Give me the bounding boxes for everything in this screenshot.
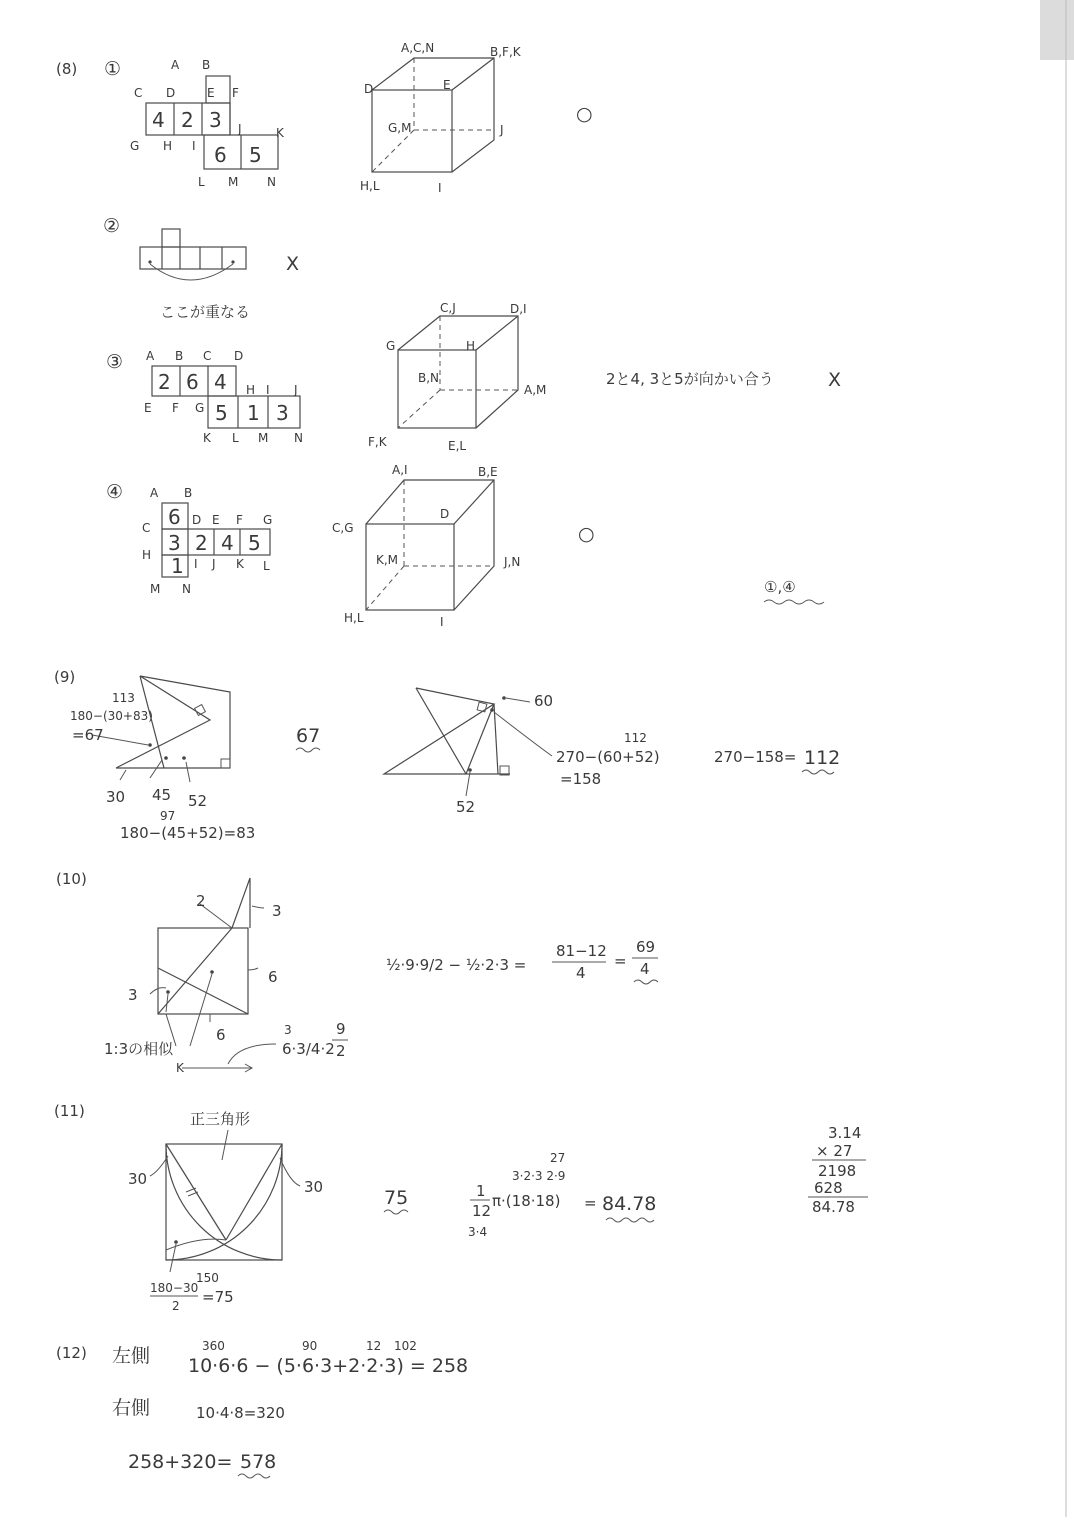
problem-8-label: (8) bbox=[56, 60, 78, 78]
net3-label-n: N bbox=[294, 431, 303, 445]
q12-small-90: 90 bbox=[302, 1339, 318, 1353]
q12-sum-expression: 258+320= bbox=[128, 1451, 233, 1473]
scan-shadow bbox=[1040, 0, 1074, 60]
cube-4 bbox=[332, 463, 520, 629]
net4-label-d: D bbox=[192, 513, 202, 527]
net-4 bbox=[142, 486, 272, 596]
q9-calc-small-113: 113 bbox=[112, 691, 135, 705]
cube4-label-ai: A,I bbox=[392, 463, 408, 477]
net4-label-c: C bbox=[142, 521, 151, 535]
q11-note-equilateral: 正三角形 bbox=[190, 1110, 251, 1128]
net-1 bbox=[130, 58, 285, 189]
net3-cell-4: 4 bbox=[214, 370, 227, 394]
part-3-note: 2と4, 3と5が向かい合う bbox=[606, 370, 774, 388]
q12-small-360: 360 bbox=[202, 1339, 225, 1353]
net3-label-a: A bbox=[146, 349, 155, 363]
net3-label-c: C bbox=[203, 349, 212, 363]
net1-label-n: N bbox=[267, 175, 276, 189]
q9-calc-right1: 270−(60+52) bbox=[556, 748, 660, 766]
net1-cell-3: 3 bbox=[209, 108, 222, 132]
q9-angle-52b: 52 bbox=[456, 798, 476, 816]
q12-small-102: 102 bbox=[394, 1339, 417, 1353]
cube1-label-j: J bbox=[500, 123, 504, 137]
cube-1 bbox=[360, 41, 522, 195]
cube3-label-el: E,L bbox=[448, 439, 467, 453]
net4-label-f: F bbox=[236, 513, 243, 527]
net4-label-e: E bbox=[212, 513, 220, 527]
net4-label-g: G bbox=[263, 513, 273, 527]
q10-label-3b: 3 bbox=[128, 986, 138, 1004]
q12-right-label: 右側 bbox=[112, 1397, 151, 1419]
net3-label-e: E bbox=[144, 401, 152, 415]
net3-label-j: J bbox=[294, 383, 298, 397]
q11-formula-num: 1 bbox=[476, 1182, 486, 1200]
net4-label-h: H bbox=[142, 548, 152, 562]
net3-cell-5: 5 bbox=[215, 401, 228, 425]
net1-label-a: A bbox=[171, 58, 180, 72]
net3-cell-1: 1 bbox=[247, 401, 260, 425]
part-3-number: ③ bbox=[106, 351, 124, 373]
cube3-label-bn: B,N bbox=[418, 371, 440, 385]
q11-formula-work: 3·2·3 2·9 bbox=[512, 1169, 566, 1183]
net4-cell-2: 2 bbox=[195, 531, 208, 555]
q12-left-label: 左側 bbox=[112, 1345, 151, 1367]
net1-label-b: B bbox=[202, 58, 211, 72]
q10-frac-result-den: 2 bbox=[336, 1042, 346, 1060]
part-4-result: ○ bbox=[578, 523, 595, 545]
problem-12-label: (12) bbox=[56, 1344, 87, 1362]
cube4-label-jn: J,N bbox=[504, 555, 521, 569]
q12-small-12: 12 bbox=[366, 1339, 382, 1353]
cube4-label-d: D bbox=[440, 507, 450, 521]
q11-mult-line-2: × 27 bbox=[816, 1142, 853, 1160]
net1-label-i: I bbox=[192, 139, 196, 153]
q10-eq: = bbox=[614, 952, 627, 970]
problem-8 bbox=[56, 41, 841, 629]
cube3-label-am: A,M bbox=[524, 383, 547, 397]
q9-angle-45: 45 bbox=[152, 786, 172, 804]
net3-label-g: G bbox=[195, 401, 205, 415]
cube4-label-cg: C,G bbox=[332, 521, 354, 535]
net1-cell-5: 5 bbox=[249, 143, 262, 167]
net1-label-h: H bbox=[163, 139, 173, 153]
net1-label-m: M bbox=[228, 175, 239, 189]
q11-mult-line-3: 2198 bbox=[818, 1162, 857, 1180]
q9-calc-bottom: 180−(45+52)=83 bbox=[120, 824, 256, 842]
part-3-result: X bbox=[828, 369, 842, 391]
problem-8-answer: ①,④ bbox=[764, 578, 796, 596]
arc-square-figure bbox=[150, 1144, 300, 1272]
q11-mult-line-4: 628 bbox=[814, 1179, 843, 1197]
q11-answer-1: 75 bbox=[384, 1187, 409, 1209]
q10-answer-underline bbox=[634, 980, 658, 984]
q9-answer1-underline bbox=[296, 748, 320, 752]
cube3-label-g: G bbox=[386, 339, 396, 353]
part-4-number: ④ bbox=[106, 481, 124, 503]
q11-small-27: 27 bbox=[550, 1151, 566, 1165]
net4-cell-3: 3 bbox=[168, 531, 181, 555]
q10-frac-result-num: 9 bbox=[336, 1020, 346, 1038]
q10-label-6a: 6 bbox=[268, 968, 278, 986]
cube-3 bbox=[368, 301, 546, 453]
q10-frac-work: 6·3/4·2 bbox=[282, 1040, 335, 1058]
q11-multiplication bbox=[808, 1124, 868, 1216]
q12-left-expression: 10·6·6 − (5·6·3+2·2·3) = 258 bbox=[188, 1355, 469, 1377]
net1-label-g: G bbox=[130, 139, 140, 153]
net4-label-b: B bbox=[184, 486, 193, 500]
q11-label-30a: 30 bbox=[128, 1170, 148, 1188]
q10-mid-num: 81−12 bbox=[556, 942, 607, 960]
q11-calc-den: 2 bbox=[172, 1299, 180, 1313]
net-3 bbox=[144, 349, 303, 445]
q10-label-6b: 6 bbox=[216, 1026, 226, 1044]
q9-calc-right2: =158 bbox=[560, 770, 602, 788]
problem-11-label: (11) bbox=[54, 1102, 85, 1120]
cube4-label-be: B,E bbox=[478, 465, 498, 479]
q11-note-pointer bbox=[222, 1130, 228, 1160]
net1-label-f: F bbox=[232, 86, 239, 100]
cube1-label-d: D bbox=[364, 82, 374, 96]
q10-mid-den: 4 bbox=[576, 964, 586, 982]
q11-mult-line-5: 84.78 bbox=[812, 1198, 855, 1216]
cube1-label-e: E bbox=[443, 78, 451, 92]
q11-formula-sub: 3·4 bbox=[468, 1225, 488, 1239]
net1-label-e: E bbox=[207, 86, 215, 100]
net4-label-k: K bbox=[236, 557, 244, 571]
net4-cell-6: 6 bbox=[168, 505, 181, 529]
cube1-label-bfk: B,F,K bbox=[490, 45, 521, 59]
cube3-label-h: H bbox=[466, 339, 476, 353]
net1-cell-2: 2 bbox=[181, 108, 194, 132]
q10-frac-small: 3 bbox=[284, 1023, 292, 1037]
net1-label-d: D bbox=[166, 86, 176, 100]
net4-cell-1: 1 bbox=[171, 554, 184, 578]
q11-mult-line-1: 3.14 bbox=[828, 1124, 862, 1142]
net3-cell-2: 2 bbox=[158, 370, 171, 394]
net4-label-m: M bbox=[150, 582, 161, 596]
q10-label-2: 2 bbox=[196, 892, 206, 910]
q9-calc-top1: 180−(30+83) bbox=[70, 709, 153, 723]
q11-answer2-underline bbox=[606, 1218, 654, 1222]
problem-11 bbox=[54, 1102, 868, 1313]
cube1-label-acn: A,C,N bbox=[401, 41, 435, 55]
problem-12 bbox=[56, 1339, 468, 1478]
q11-formula-eq: = bbox=[584, 1194, 597, 1212]
net1-label-k: K bbox=[276, 126, 284, 140]
net4-label-l: L bbox=[263, 559, 270, 573]
q10-answer-num: 69 bbox=[636, 938, 656, 956]
q9-angle-52: 52 bbox=[188, 792, 208, 810]
net1-cell-6: 6 bbox=[214, 143, 227, 167]
net-2 bbox=[140, 229, 246, 280]
q10-note-similar: 1:3の相似 bbox=[104, 1040, 174, 1058]
net1-label-j: J bbox=[238, 122, 242, 136]
part-2-number: ② bbox=[103, 215, 121, 237]
q11-formula-pi: π·(18·18) bbox=[492, 1192, 561, 1210]
cube4-label-hl: H,L bbox=[344, 611, 364, 625]
part-2-result: X bbox=[286, 253, 300, 275]
net4-cell-5: 5 bbox=[248, 531, 261, 555]
q11-calc-small-150: 150 bbox=[196, 1271, 219, 1285]
net4-cell-4: 4 bbox=[221, 531, 234, 555]
q10-expression: ½·9·9/2 − ½·2·3 = bbox=[386, 956, 527, 974]
q9-small-97: 97 bbox=[160, 809, 176, 823]
cube1-label-i: I bbox=[438, 181, 442, 195]
part-1-number: ① bbox=[104, 58, 122, 80]
cube4-label-km: K,M bbox=[376, 553, 399, 567]
net4-label-n: N bbox=[182, 582, 191, 596]
q10-answer-den: 4 bbox=[640, 960, 650, 978]
q11-label-30b: 30 bbox=[304, 1178, 324, 1196]
part-1-result: ○ bbox=[576, 103, 593, 125]
net4-label-a: A bbox=[150, 486, 159, 500]
part-2-note: ここが重なる bbox=[160, 303, 251, 321]
net3-cell-3: 3 bbox=[276, 401, 289, 425]
net3-label-m: M bbox=[258, 431, 269, 445]
q9-angle-60: 60 bbox=[534, 692, 554, 710]
cube1-label-gm: G,M bbox=[388, 121, 412, 135]
cube3-label-cj: C,J bbox=[440, 301, 456, 315]
problem-10 bbox=[56, 870, 658, 1075]
q9-answer2-underline bbox=[802, 770, 834, 774]
net3-label-l: L bbox=[232, 431, 239, 445]
problem-10-label: (10) bbox=[56, 870, 87, 888]
q11-calc-eq: =75 bbox=[202, 1288, 234, 1306]
net3-label-f: F bbox=[172, 401, 179, 415]
net3-label-b: B bbox=[175, 349, 184, 363]
q10-arrow-from: K bbox=[176, 1061, 184, 1075]
net1-label-l: L bbox=[198, 175, 205, 189]
problem-9 bbox=[54, 668, 840, 842]
q9-angle-30: 30 bbox=[106, 788, 126, 806]
net1-cell-4: 4 bbox=[152, 108, 165, 132]
answer-8-underline bbox=[764, 600, 824, 604]
cube3-label-di: D,I bbox=[510, 302, 527, 316]
q9-answer-1: 67 bbox=[296, 725, 321, 747]
q11-calc-num: 180−30 bbox=[150, 1281, 199, 1295]
net4-label-j: J bbox=[212, 557, 216, 571]
net3-label-i: I bbox=[266, 383, 270, 397]
q9-answer-2: 112 bbox=[804, 747, 841, 769]
net4-label-i: I bbox=[194, 557, 198, 571]
net3-label-d: D bbox=[234, 349, 244, 363]
q9-calc-top2: =67 bbox=[72, 726, 104, 744]
net3-cell-6: 6 bbox=[186, 370, 199, 394]
q12-answer-underline bbox=[238, 1474, 270, 1478]
net1-label-c: C bbox=[134, 86, 143, 100]
cube4-label-i: I bbox=[440, 615, 444, 629]
q12-answer: 578 bbox=[240, 1451, 277, 1473]
cube1-label-hl: H,L bbox=[360, 179, 380, 193]
q11-formula-den: 12 bbox=[472, 1202, 492, 1220]
q9-small-112: 112 bbox=[624, 731, 647, 745]
problem-9-label: (9) bbox=[54, 668, 76, 686]
net3-label-k: K bbox=[203, 431, 211, 445]
cube3-label-fk: F,K bbox=[368, 435, 387, 449]
q10-label-3a: 3 bbox=[272, 902, 282, 920]
q11-answer-2: 84.78 bbox=[602, 1193, 657, 1215]
q11-answer1-underline bbox=[384, 1210, 408, 1214]
q12-right-expression: 10·4·8=320 bbox=[196, 1404, 285, 1422]
triangle-figure-2 bbox=[384, 688, 552, 796]
net3-label-h: H bbox=[246, 383, 256, 397]
q9-calc-final: 270−158= bbox=[714, 748, 797, 766]
